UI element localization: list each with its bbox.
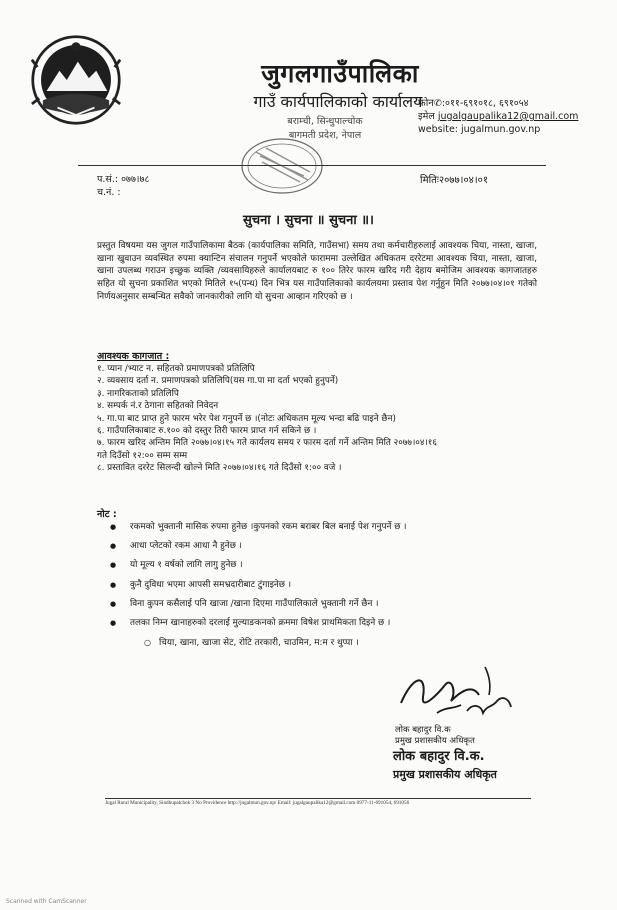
notes-heading: नोट : xyxy=(97,509,117,520)
list-item: ६. गाउँपालिकाबाट रु.१०० को दस्तुर तिरी फारम प्राप्त गर्न सकिने छ । xyxy=(97,426,317,437)
list-item: ३. नागरिकताको प्रतिलिपि xyxy=(97,388,179,399)
required-docs-list xyxy=(97,363,547,475)
reference-number: प.सं.: ०७७।७८ xyxy=(97,174,150,185)
footer-divider xyxy=(105,798,531,799)
dispatch-number: च.नं. : xyxy=(97,187,121,198)
notice-body: प्रस्तुत विषयमा यस जुगल गाउँपालिकामा बैठक (कार्यपालिका समिति, गाउँसभा) समय तथा कर्मचारीहरुलाई आवश्यक चिया, नास्ता, खाजा, खाना खुवाउन व्यवस्थित रुपमा क्यान्टिन संचालन गनुपर्ने भएकोले फाराममा उल्लेखित अधिकतम दररेटमा आवश्यक चिया, नास्ता, खाजा, खाना उपलब्ध गराउन इच्छुक व्यक्ति /व्यवसायिहरुले कार्यालयबाट रु १०० तिरेर फारम खरिद गरी देहाय बमोजिम आवश्यक कागजातहरु सहित यो सुचना प्रकाशित भएको मितिले १५(पन्ध) दिन भित्र यस गाउँपालिकाको कार्यलयमा प्रस्ताव पेश गर्नुहुन मिति २०७७।०४।०१ गतेको निर्णयअनुसार सम्बन्धित सवैको जानकारीको लागि यो सुचना आव्हान गरिएको छ । xyxy=(97,241,537,302)
phone-line xyxy=(418,97,608,110)
contact-block xyxy=(418,97,608,136)
list-item: ५. गा.पा बाट प्राप्त हुने फारम भरेर पेश गनुपर्ने छ ।(नोटः अधिकतम मूल्य भन्दा बढि पाइने छैन) xyxy=(97,413,396,424)
list-item: ● आधा प्लेटको रकम आधा नै हुनेछ । xyxy=(110,537,550,556)
stamp-name: लोक बहादुर वि.क. xyxy=(393,749,485,764)
email-line xyxy=(418,110,608,123)
reference-block xyxy=(97,173,149,199)
scanner-watermark: Scanned with CamScanner xyxy=(6,898,87,905)
list-item: ४. सम्पर्क नं.र ठेगाना सहितको निवेदन xyxy=(97,401,219,412)
official-stamp xyxy=(238,136,326,196)
sub-list-item: ○ चिया, खाना, खाजा सेट, रोटि तरकारी, चाउमिन, म:म र थुप्पा । xyxy=(110,633,550,653)
list-item: ● तलका निम्न खानाहरुको दरलाई मुल्याङकनको क्रममा विषेश प्राथमिकता दिइने छ । xyxy=(110,614,550,633)
footer-contact: Jugal Rural Municipality, Sindhupalchok 3 No Providence http://jugalmun.gov.np/ Email: jugalgaupalika12@gmail.com 0977-11-691054, 691056 xyxy=(105,800,410,806)
signatory-designation: प्रमुख प्रशासकीय अधिकृत xyxy=(395,736,475,746)
required-docs-heading: आवश्यक कागजात : xyxy=(97,351,170,362)
handwritten-signature xyxy=(393,655,523,729)
municipality-title: जुगलगाउँपालिका xyxy=(261,59,419,88)
header-divider xyxy=(78,165,546,166)
email-address[interactable]: jugalgaupalika12@gmail.com xyxy=(437,111,579,122)
list-item: ● विना कुपन कसैलाई पनि खाजा /खाना दिएमा गाउँपालिकाले भुक्तानी गर्ने छैन । xyxy=(110,595,550,614)
issue-date: मितिः२०७७।०४।०१ xyxy=(420,175,489,186)
list-item: ७. फारम खरिद अन्तिम मिति २०७७।०४।१५ गते कार्यलय समय र फारम दर्ता गर्ने अन्तिम मिति २०७७।०४।१६ xyxy=(97,438,437,449)
list-item: ● कुनै दुविधा भएमा आपसी समभ्रदारीबाट टुंगाइनेछ । xyxy=(110,576,550,595)
address-line-1: बराम्ची, सिन्धुपाल्चोक xyxy=(287,116,363,127)
municipality-emblem-logo xyxy=(30,34,122,126)
notice-heading: सुचना । सुचना ॥ सुचना ॥। xyxy=(243,213,374,228)
list-item: १. प्यान /भ्याट न. सहितको प्रमाणपत्रको प्रतिलिपि xyxy=(97,364,255,374)
signatory-block xyxy=(395,725,475,747)
website-line[interactable]: website: jugalmun.gov.np xyxy=(418,124,541,135)
email-label: इमेल xyxy=(418,111,435,122)
phone-label: फोन xyxy=(418,98,434,109)
address-line-2: बागमती प्रदेश, नेपाल xyxy=(288,130,362,141)
stamp-designation: प्रमुख प्रशासकीय अधिकृत xyxy=(393,768,497,781)
signature-stamp xyxy=(393,748,497,784)
office-subtitle: गाउँ कार्यपालिकाको कार्यालय xyxy=(253,92,423,111)
signatory-name: लोक बहादुर वि.क xyxy=(395,725,451,735)
list-item: गते दिउँसो १२:०० सम्म सम्म xyxy=(97,450,188,461)
list-item: ● यो मूल्य १ वर्षको लागि लागु हुनेछ । xyxy=(110,556,550,575)
list-item: २. व्यवसाय दर्ता न. प्रमाणपत्रको प्रतिलिपि(यस गा.पा मा दर्ता भएको हुनुपर्ने) xyxy=(97,376,339,387)
list-item: ८. प्रस्तावित दररेट सिलन्दी खोल्ने मिति २०७७।०४।१६ गते दिउँसो १:०० वजे । xyxy=(97,463,342,474)
phone-icon: ✆ xyxy=(433,98,442,109)
phone-number: :०११-६९१०१८, ६९१०५४ xyxy=(441,98,529,109)
notes-list xyxy=(110,518,550,653)
list-item: ● रकमको भुक्तानी मासिक रुपमा हुनेछ ।कुपनको रकम बराबर बिल बनाई पेश गनुपर्ने छ । xyxy=(110,518,550,537)
